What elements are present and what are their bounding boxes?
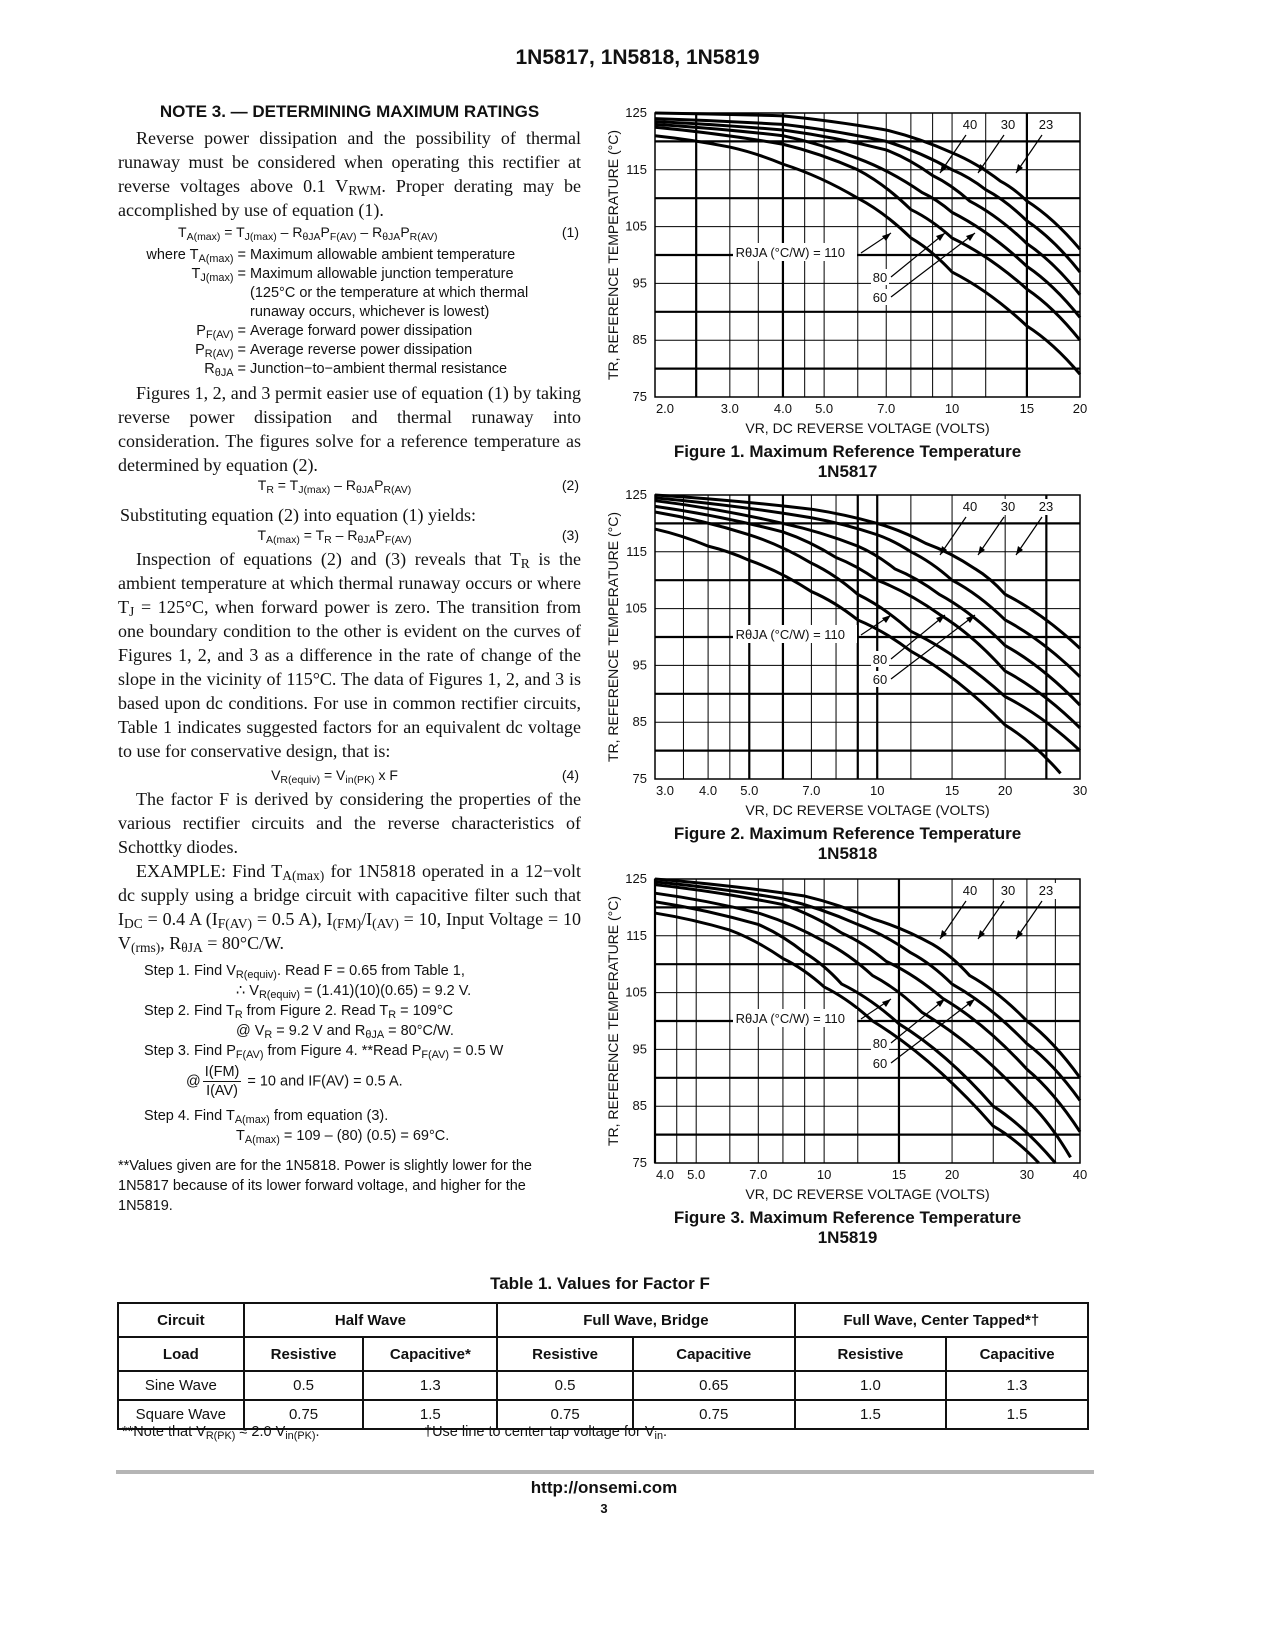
y-tick-label: 125 xyxy=(625,871,647,886)
paragraph-factor-f: The factor F is derived by considering the properties of the various rectifier circuits and the reverse characteristics of Schottky diodes. xyxy=(118,789,581,857)
note-3-section xyxy=(118,102,581,1216)
y-axis-label: TR, REFERENCE TEMPERATURE (°C) xyxy=(605,511,621,763)
table-cell: Square Wave xyxy=(118,1400,244,1429)
y-tick-label: 95 xyxy=(632,1041,647,1057)
x-axis-label: VR, DC REVERSE VOLTAGE (VOLTS) xyxy=(745,802,990,818)
equation-4: $V_{R(equiv)} = V_{in(PK)}$ x F (4) xyxy=(271,767,579,786)
curve-label-40: 40 xyxy=(962,499,978,514)
series-line-23 xyxy=(655,879,1080,1078)
header-cell: Resistive xyxy=(795,1337,947,1371)
x-tick-label: 7.0 xyxy=(749,1167,768,1182)
y-tick-label: 75 xyxy=(632,1155,647,1170)
step-3-fraction: @ $\frac{I(FM)}{I(AV)}$ = 10 and IF(AV) = 0.5 A. xyxy=(186,1064,403,1099)
y-tick-label: 85 xyxy=(632,1098,647,1114)
y-axis-label: TR, REFERENCE TEMPERATURE (°C) xyxy=(605,895,621,1147)
table-cell: 0.75 xyxy=(244,1400,364,1429)
table-title: Table 1. Values for Factor F xyxy=(490,1274,710,1293)
curve-label-40: 40 xyxy=(962,117,978,132)
definitions-list xyxy=(118,246,581,379)
x-tick-label: 4.0 xyxy=(655,1167,675,1182)
y-tick-label: 105 xyxy=(625,218,647,234)
table-cell: 1.5 xyxy=(363,1400,497,1429)
table-cell: 1.5 xyxy=(946,1400,1088,1429)
x-tick-label: 7.0 xyxy=(877,401,896,416)
y-tick-label: 115 xyxy=(626,161,647,177)
x-axis-label: VR, DC REVERSE VOLTAGE (VOLTS) xyxy=(745,420,990,436)
chart-series xyxy=(655,113,1080,374)
rja-legend-label: RθJA (°C/W) = 110 xyxy=(735,1011,845,1026)
curve-label-80: 80 xyxy=(872,1036,888,1051)
chart-grid xyxy=(655,879,1080,1163)
paragraph-example: EXAMPLE: Find $T_{A(max)}$ for 1N5818 operated in a 12−volt dc supply using a bridge circuit with capacitive filter such that $I_{DC} = 0.4$ A ($I_{F(AV)} = 0.5$ A), $I_{(FM)}/I_{(AV)} = 10$, Input Voltage = 10 $V_{(rms)}$, $R_{\theta JA} = 80^\circ C/W$. xyxy=(118,861,582,955)
document-header: 1N5817, 1N5818, 1N5819 xyxy=(515,46,760,69)
curve-label-23: 23 xyxy=(1038,499,1054,514)
table-cell: 1.5 xyxy=(795,1400,947,1429)
figure-3 xyxy=(600,866,1095,1248)
y-tick-label: 105 xyxy=(625,984,647,1000)
series-line-60 xyxy=(655,124,1080,317)
table-cell: 0.75 xyxy=(633,1400,795,1429)
y-tick-label: 85 xyxy=(632,332,647,348)
chart-series xyxy=(655,495,1080,773)
series-line-110 xyxy=(655,913,1039,1163)
x-tick-label: 15 xyxy=(891,1167,907,1182)
table-cell: 0.5 xyxy=(497,1371,633,1400)
x-axis-label: VR, DC REVERSE VOLTAGE (VOLTS) xyxy=(745,1186,990,1202)
table-cell: 1.3 xyxy=(946,1371,1088,1400)
equation-2: $T_R = T_{J(max)} - R_{\theta JA}P_{R(AV)}$ (2) xyxy=(257,477,579,496)
step-2-condition: @ $V_R = 9.2$ V and $R_{\theta JA} = 80^\circ C/W$. xyxy=(236,1023,454,1041)
y-tick-label: 125 xyxy=(625,105,647,120)
x-tick-label: 5.0 xyxy=(815,401,834,416)
curve-label-60: 60 xyxy=(872,672,888,687)
curve-label-30: 30 xyxy=(1000,883,1016,898)
x-tick-label: 15 xyxy=(1019,401,1035,416)
x-tick-label: 4.0 xyxy=(773,401,792,416)
x-tick-label: 30 xyxy=(1019,1167,1035,1182)
chart-figure-2 xyxy=(600,482,1095,822)
chart-figure-3 xyxy=(600,866,1095,1206)
x-tick-label: 4.0 xyxy=(699,783,718,798)
x-tick-label: 10 xyxy=(869,783,885,798)
equation-3: $T_{A(max)} = T_R - R_{\theta JA}P_{F(AV)}$ (3) xyxy=(257,527,579,546)
paragraph-substituting: Substituting equation (2) into equation (1) yields: xyxy=(120,505,476,525)
header-cell: Resistive xyxy=(244,1337,364,1371)
definition-row: $P_{F(AV)}$ = Average forward power dissipation xyxy=(196,323,473,341)
header-load: Load xyxy=(118,1337,244,1371)
y-tick-label: 85 xyxy=(632,714,647,730)
x-tick-label: 20 xyxy=(1072,401,1088,416)
step-1: Step 1. Find $V_{R(equiv)}$. Read F = 0.65 from Table 1, xyxy=(144,963,465,981)
x-tick-label: 10 xyxy=(944,401,960,416)
x-tick-label: 20 xyxy=(997,783,1013,798)
table-cell: 0.65 xyxy=(633,1371,795,1400)
header-full-wave-center-tapped: Full Wave, Center Tapped*† xyxy=(795,1303,1088,1337)
x-tick-label: 3.0 xyxy=(720,401,739,416)
x-tick-label: 5.0 xyxy=(687,1167,706,1182)
header-cell: Capacitive xyxy=(633,1337,795,1371)
table-note-peak-voltage: **Note that $V_{R(PK)} \approx 2.0$ $V_{in(PK)}$. xyxy=(122,1424,320,1442)
header-full-wave-bridge: Full Wave, Bridge xyxy=(497,1303,794,1337)
example-steps xyxy=(144,961,581,1146)
curve-label-40: 40 xyxy=(962,883,978,898)
curve-label-60: 60 xyxy=(872,1056,888,1071)
curve-label-23: 23 xyxy=(1038,117,1054,132)
step-4: Step 4. Find $T_{A(max)}$ from equation (3). xyxy=(144,1108,389,1126)
step-2: Step 2. Find $T_R$ from Figure 2. Read $T_R = 109^\circ C$ xyxy=(144,1003,454,1021)
table-note-center-tap: †Use line to center tap voltage for $V_{in}$. xyxy=(424,1424,668,1442)
curve-label-30: 30 xyxy=(1000,499,1016,514)
table-subheader-row xyxy=(118,1337,1088,1371)
header-half-wave: Half Wave xyxy=(244,1303,498,1337)
y-tick-label: 95 xyxy=(632,275,647,291)
x-tick-label: 2.0 xyxy=(655,401,675,416)
header-circuit: Circuit xyxy=(118,1303,244,1337)
table-header-row xyxy=(118,1303,1088,1337)
table-notes xyxy=(122,1424,1082,1440)
definition-row: $P_{R(AV)}$ = Average reverse power dissipation xyxy=(195,342,473,360)
footnote: **Values given are for the 1N5818. Power is slightly lower for the 1N5817 because of its lower forward voltage, and higher for the 1N5819. xyxy=(118,1158,533,1214)
table-cell: 1.3 xyxy=(363,1371,497,1400)
series-line-40 xyxy=(655,122,1080,295)
x-tick-label: 5.0 xyxy=(740,783,759,798)
figure-1-caption: Figure 1. Maximum Reference Temperature 1N5817 xyxy=(673,442,1022,481)
curve-label-60: 60 xyxy=(872,290,888,305)
table-cell: Sine Wave xyxy=(118,1371,244,1400)
x-tick-label: 20 xyxy=(944,1167,960,1182)
y-tick-label: 125 xyxy=(625,487,647,502)
y-tick-label: 105 xyxy=(625,600,647,616)
step-1-result: ∴ $V_{R(equiv)} = (1.41)(10)(0.65) = 9.2$ V. xyxy=(236,983,472,1001)
table-cell: 0.5 xyxy=(244,1371,364,1400)
definition-row: (125°C or the temperature at which thermal xyxy=(250,285,529,301)
header-cell: Capacitive* xyxy=(363,1337,497,1371)
chart-grid xyxy=(655,495,1080,779)
x-tick-label: 10 xyxy=(816,1167,832,1182)
rja-legend-label: RθJA (°C/W) = 110 xyxy=(735,245,845,260)
step-3: Step 3. Find $P_{F(AV)}$ from Figure 4. **Read $P_{F(AV)} = 0.5$ W xyxy=(144,1043,504,1061)
paragraph-intro: Reverse power dissipation and the possibility of thermal runaway must be considered when operating this rectifier at reverse voltages above 0.1 $V_{RWM}$. Proper derating may be accomplished by use of equation (1). xyxy=(118,128,581,220)
y-tick-label: 75 xyxy=(632,771,647,786)
definition-row: $T_{J(max)}$ = Maximum allowable junction temperature xyxy=(191,266,514,284)
y-tick-label: 115 xyxy=(626,543,647,559)
chart-figure-1 xyxy=(600,100,1095,440)
table-cell: 0.75 xyxy=(497,1400,633,1429)
header-cell: Resistive xyxy=(497,1337,633,1371)
table-row xyxy=(118,1371,1088,1400)
definition-row: where $T_{A(max)}$ = Maximum allowable ambient temperature xyxy=(146,247,516,265)
step-4-result: $T_{A(max)} = 109 - (80) (0.5) = 69^\circ C$. xyxy=(236,1128,450,1146)
x-tick-label: 40 xyxy=(1072,1167,1088,1182)
factor-f-table xyxy=(117,1302,1089,1430)
paragraph-inspection: Inspection of equations (2) and (3) reveals that $T_R$ is the ambient temperature at which thermal runaway occurs or where $T_J = 125^\circ C$, when forward power is zero. The transition from one boundary condition to the other is evident on the curves of Figures 1, 2, and 3 as a difference in the rate of change of the slope in the vicinity of 115°C. The data of Figures 1, 2, and 3 is based upon dc conditions. For use in common rectifier circuits, Table 1 indicates suggested factors for an equivalent dc voltage to use for conservative design, that is: xyxy=(118,549,581,761)
curve-label-23: 23 xyxy=(1038,883,1054,898)
header-cell: Capacitive xyxy=(946,1337,1088,1371)
figure-1 xyxy=(600,100,1095,482)
chart-annotations xyxy=(733,499,1057,687)
x-tick-label: 7.0 xyxy=(802,783,821,798)
definition-row: $R_{\theta JA}$ = Junction−to−ambient thermal resistance xyxy=(204,361,508,379)
y-tick-label: 75 xyxy=(632,389,647,404)
x-tick-label: 30 xyxy=(1072,783,1088,798)
figure-2-caption: Figure 2. Maximum Reference Temperature 1N5818 xyxy=(673,824,1022,863)
footer-divider xyxy=(116,1470,1094,1474)
figure-3-caption: Figure 3. Maximum Reference Temperature 1N5819 xyxy=(673,1208,1022,1247)
curve-label-80: 80 xyxy=(872,652,888,667)
x-tick-label: 3.0 xyxy=(655,783,675,798)
page-number: 3 xyxy=(600,1501,608,1516)
curve-label-30: 30 xyxy=(1000,117,1016,132)
y-axis-label: TR, REFERENCE TEMPERATURE (°C) xyxy=(605,129,621,381)
figure-2 xyxy=(600,482,1095,864)
y-tick-label: 115 xyxy=(626,927,647,943)
equation-1: $T_{A(max)} = T_{J(max)} - R_{\theta JA}P_{F(AV)} - R_{\theta JA}P_{R(AV)}$ (1) xyxy=(178,224,579,243)
footer-link[interactable]: http://onsemi.com xyxy=(530,1478,678,1497)
definition-row: runaway occurs, whichever is lowest) xyxy=(250,304,490,320)
curve-label-80: 80 xyxy=(872,270,888,285)
series-line-40 xyxy=(655,885,1080,1132)
chart-annotations xyxy=(733,883,1057,1071)
y-tick-label: 95 xyxy=(632,657,647,673)
paragraph-figures: Figures 1, 2, and 3 permit easier use of equation (1) by taking reverse power dissipation and thermal runaway into consideration. The figures solve for a reference temperature as determined by equation (2). xyxy=(118,383,581,475)
section-title: NOTE 3. — DETERMINING MAXIMUM RATINGS xyxy=(159,102,540,121)
table-cell: 1.0 xyxy=(795,1371,947,1400)
x-tick-label: 15 xyxy=(944,783,960,798)
rja-legend-label: RθJA (°C/W) = 110 xyxy=(735,627,845,642)
